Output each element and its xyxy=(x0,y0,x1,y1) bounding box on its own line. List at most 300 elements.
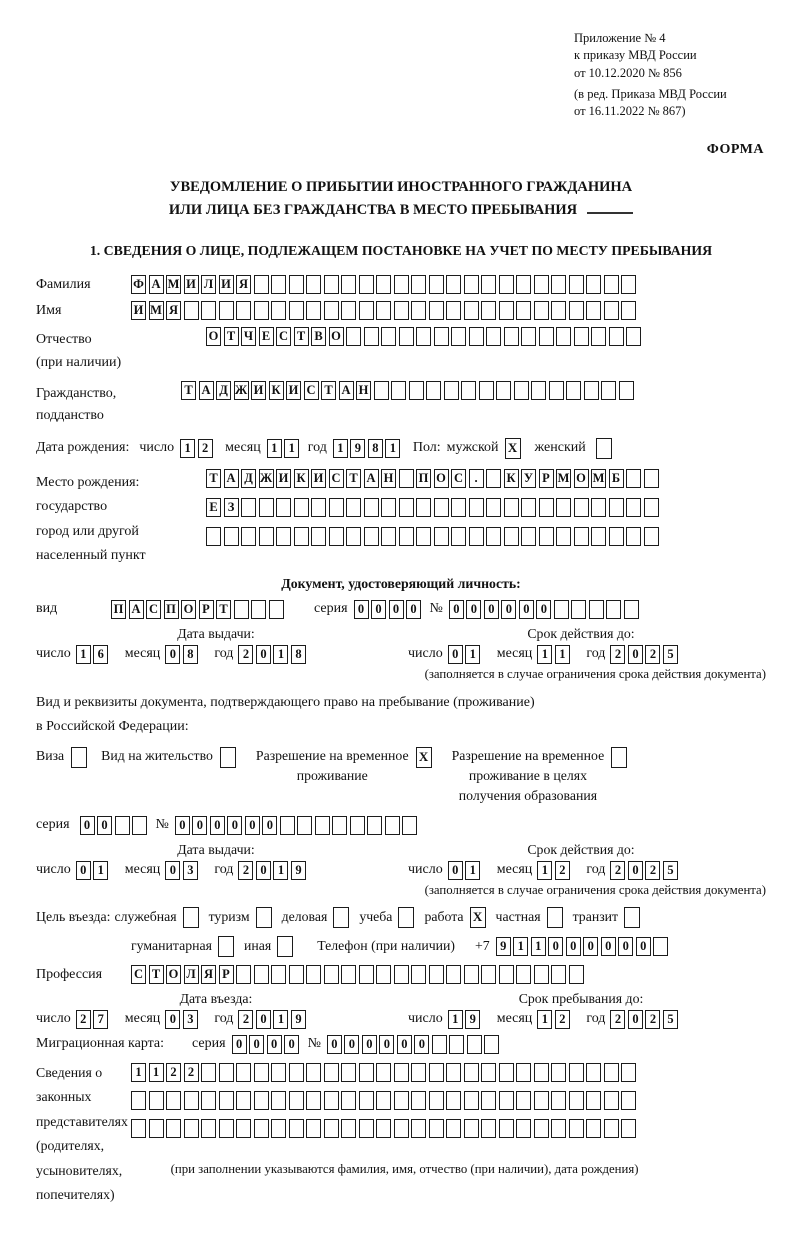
char-cell[interactable] xyxy=(394,275,409,294)
char-cell[interactable]: 0 xyxy=(354,600,369,619)
char-cell[interactable] xyxy=(411,275,426,294)
char-cell[interactable] xyxy=(432,1035,447,1054)
char-cell[interactable] xyxy=(446,1091,461,1110)
residence-issue-month[interactable] xyxy=(165,861,200,880)
char-cell[interactable]: Е xyxy=(259,327,274,346)
char-cell[interactable] xyxy=(449,1035,464,1054)
char-cell[interactable] xyxy=(381,327,396,346)
char-cell[interactable] xyxy=(539,327,554,346)
char-cell[interactable]: К xyxy=(294,469,309,488)
char-cell[interactable] xyxy=(411,1063,426,1082)
char-cell[interactable]: 0 xyxy=(618,937,633,956)
char-cell[interactable]: 8 xyxy=(291,645,306,664)
char-cell[interactable]: А xyxy=(149,275,164,294)
char-cell[interactable] xyxy=(621,275,636,294)
char-cell[interactable] xyxy=(481,301,496,320)
char-cell[interactable] xyxy=(626,327,641,346)
char-cell[interactable] xyxy=(236,1063,251,1082)
char-cell[interactable]: 0 xyxy=(389,600,404,619)
char-cell[interactable] xyxy=(324,1063,339,1082)
residence-expiry-year[interactable] xyxy=(610,861,680,880)
char-cell[interactable]: К xyxy=(269,381,284,400)
residence-expiry-day[interactable] xyxy=(448,861,483,880)
char-cell[interactable]: 2 xyxy=(645,645,660,664)
char-cell[interactable] xyxy=(534,1091,549,1110)
char-cell[interactable] xyxy=(306,1091,321,1110)
char-cell[interactable]: 0 xyxy=(284,1035,299,1054)
char-cell[interactable] xyxy=(166,1119,181,1138)
char-cell[interactable] xyxy=(416,498,431,517)
char-cell[interactable]: 1 xyxy=(273,861,288,880)
char-cell[interactable] xyxy=(604,1091,619,1110)
char-cell[interactable] xyxy=(516,301,531,320)
char-cell[interactable]: Т xyxy=(321,381,336,400)
char-cell[interactable] xyxy=(359,1091,374,1110)
char-cell[interactable] xyxy=(381,527,396,546)
char-cell[interactable] xyxy=(499,965,514,984)
char-cell[interactable] xyxy=(115,816,130,835)
char-cell[interactable]: А xyxy=(339,381,354,400)
char-cell[interactable]: 0 xyxy=(466,600,481,619)
char-cell[interactable] xyxy=(486,469,501,488)
char-cell[interactable] xyxy=(367,816,382,835)
char-cell[interactable] xyxy=(329,498,344,517)
char-cell[interactable]: 0 xyxy=(636,937,651,956)
sex-female-checkbox[interactable] xyxy=(596,438,612,459)
char-cell[interactable] xyxy=(464,301,479,320)
char-cell[interactable]: Я xyxy=(201,965,216,984)
char-cell[interactable] xyxy=(409,381,424,400)
char-cell[interactable]: 9 xyxy=(496,937,511,956)
char-cell[interactable] xyxy=(280,816,295,835)
char-cell[interactable] xyxy=(444,381,459,400)
char-cell[interactable] xyxy=(259,527,274,546)
char-cell[interactable]: А xyxy=(224,469,239,488)
char-cell[interactable]: 2 xyxy=(166,1063,181,1082)
char-cell[interactable] xyxy=(569,965,584,984)
char-cell[interactable]: 0 xyxy=(449,600,464,619)
char-cell[interactable] xyxy=(566,381,581,400)
char-cell[interactable]: С xyxy=(329,469,344,488)
char-cell[interactable] xyxy=(446,1119,461,1138)
char-cell[interactable]: 0 xyxy=(414,1035,429,1054)
legal-reps-row3[interactable] xyxy=(131,1119,639,1138)
char-cell[interactable] xyxy=(499,1091,514,1110)
char-cell[interactable]: 3 xyxy=(183,861,198,880)
char-cell[interactable]: 1 xyxy=(537,861,552,880)
char-cell[interactable] xyxy=(591,498,606,517)
char-cell[interactable]: 0 xyxy=(249,1035,264,1054)
char-cell[interactable] xyxy=(446,301,461,320)
char-cell[interactable] xyxy=(376,301,391,320)
migration-number-cells[interactable] xyxy=(327,1035,502,1054)
char-cell[interactable] xyxy=(601,381,616,400)
char-cell[interactable] xyxy=(271,275,286,294)
char-cell[interactable] xyxy=(271,1091,286,1110)
char-cell[interactable] xyxy=(341,301,356,320)
char-cell[interactable]: 1 xyxy=(513,937,528,956)
char-cell[interactable] xyxy=(446,1063,461,1082)
char-cell[interactable] xyxy=(411,1091,426,1110)
char-cell[interactable]: И xyxy=(184,275,199,294)
char-cell[interactable]: 1 xyxy=(76,645,91,664)
birthplace-cells-row2[interactable] xyxy=(206,498,661,517)
char-cell[interactable] xyxy=(606,600,621,619)
char-cell[interactable] xyxy=(289,1119,304,1138)
char-cell[interactable] xyxy=(516,1119,531,1138)
firstname-cells[interactable] xyxy=(131,301,639,320)
char-cell[interactable] xyxy=(584,381,599,400)
char-cell[interactable]: 2 xyxy=(610,1010,625,1029)
char-cell[interactable]: 2 xyxy=(645,1010,660,1029)
stay-day[interactable] xyxy=(448,1010,483,1029)
char-cell[interactable] xyxy=(653,937,668,956)
char-cell[interactable]: С xyxy=(131,965,146,984)
char-cell[interactable] xyxy=(521,498,536,517)
char-cell[interactable]: Д xyxy=(216,381,231,400)
char-cell[interactable]: И xyxy=(276,469,291,488)
char-cell[interactable]: 9 xyxy=(291,861,306,880)
purpose-business-checkbox[interactable] xyxy=(333,907,349,928)
char-cell[interactable] xyxy=(539,527,554,546)
char-cell[interactable] xyxy=(426,381,441,400)
char-cell[interactable] xyxy=(411,301,426,320)
char-cell[interactable]: О xyxy=(574,469,589,488)
char-cell[interactable]: 1 xyxy=(273,645,288,664)
char-cell[interactable] xyxy=(621,301,636,320)
doc-type-cells[interactable] xyxy=(111,600,286,619)
char-cell[interactable] xyxy=(271,965,286,984)
stay-month[interactable] xyxy=(537,1010,572,1029)
char-cell[interactable] xyxy=(402,816,417,835)
char-cell[interactable] xyxy=(399,527,414,546)
char-cell[interactable]: 0 xyxy=(379,1035,394,1054)
char-cell[interactable]: С xyxy=(276,327,291,346)
char-cell[interactable]: 0 xyxy=(448,861,463,880)
char-cell[interactable] xyxy=(201,1091,216,1110)
identity-expiry-year[interactable] xyxy=(610,645,680,664)
char-cell[interactable] xyxy=(346,527,361,546)
char-cell[interactable] xyxy=(219,301,234,320)
char-cell[interactable] xyxy=(569,301,584,320)
char-cell[interactable]: 0 xyxy=(262,816,277,835)
char-cell[interactable] xyxy=(364,498,379,517)
char-cell[interactable]: 0 xyxy=(97,816,112,835)
char-cell[interactable] xyxy=(591,327,606,346)
char-cell[interactable] xyxy=(554,600,569,619)
char-cell[interactable] xyxy=(469,527,484,546)
char-cell[interactable]: А xyxy=(364,469,379,488)
identity-expiry-month[interactable] xyxy=(537,645,572,664)
char-cell[interactable]: 0 xyxy=(628,861,643,880)
doc-series-cells[interactable] xyxy=(354,600,424,619)
char-cell[interactable]: 2 xyxy=(184,1063,199,1082)
char-cell[interactable]: 0 xyxy=(344,1035,359,1054)
char-cell[interactable] xyxy=(604,275,619,294)
char-cell[interactable] xyxy=(624,600,639,619)
char-cell[interactable] xyxy=(251,600,266,619)
char-cell[interactable]: 0 xyxy=(362,1035,377,1054)
char-cell[interactable] xyxy=(131,1119,146,1138)
char-cell[interactable] xyxy=(569,1091,584,1110)
char-cell[interactable] xyxy=(374,381,389,400)
char-cell[interactable] xyxy=(504,527,519,546)
char-cell[interactable] xyxy=(619,381,634,400)
char-cell[interactable]: 0 xyxy=(397,1035,412,1054)
char-cell[interactable] xyxy=(516,1091,531,1110)
char-cell[interactable] xyxy=(609,327,624,346)
char-cell[interactable] xyxy=(467,1035,482,1054)
residence-series-cells[interactable] xyxy=(80,816,150,835)
stay-year[interactable] xyxy=(610,1010,680,1029)
char-cell[interactable] xyxy=(254,301,269,320)
char-cell[interactable] xyxy=(131,1091,146,1110)
char-cell[interactable] xyxy=(411,965,426,984)
char-cell[interactable] xyxy=(341,1091,356,1110)
char-cell[interactable]: 3 xyxy=(183,1010,198,1029)
char-cell[interactable]: 1 xyxy=(531,937,546,956)
char-cell[interactable] xyxy=(416,527,431,546)
char-cell[interactable]: 2 xyxy=(238,861,253,880)
char-cell[interactable] xyxy=(306,965,321,984)
char-cell[interactable] xyxy=(149,1091,164,1110)
char-cell[interactable]: З xyxy=(224,498,239,517)
char-cell[interactable]: 0 xyxy=(267,1035,282,1054)
char-cell[interactable] xyxy=(644,469,659,488)
char-cell[interactable]: П xyxy=(416,469,431,488)
char-cell[interactable] xyxy=(324,965,339,984)
char-cell[interactable]: 5 xyxy=(663,645,678,664)
char-cell[interactable]: В xyxy=(311,327,326,346)
char-cell[interactable]: 0 xyxy=(256,1010,271,1029)
char-cell[interactable]: И xyxy=(131,301,146,320)
char-cell[interactable] xyxy=(516,275,531,294)
char-cell[interactable] xyxy=(324,275,339,294)
char-cell[interactable]: И xyxy=(219,275,234,294)
char-cell[interactable]: 0 xyxy=(210,816,225,835)
char-cell[interactable]: Т xyxy=(216,600,231,619)
migration-series-cells[interactable] xyxy=(232,1035,302,1054)
birthdate-day-cells[interactable] xyxy=(180,439,215,458)
residence-issue-year[interactable] xyxy=(238,861,308,880)
char-cell[interactable]: Л xyxy=(184,965,199,984)
char-cell[interactable] xyxy=(346,498,361,517)
char-cell[interactable]: О xyxy=(329,327,344,346)
char-cell[interactable] xyxy=(391,381,406,400)
char-cell[interactable] xyxy=(385,816,400,835)
birthdate-month-cells[interactable] xyxy=(267,439,302,458)
char-cell[interactable] xyxy=(376,1119,391,1138)
char-cell[interactable] xyxy=(429,1063,444,1082)
char-cell[interactable] xyxy=(289,1063,304,1082)
char-cell[interactable] xyxy=(241,527,256,546)
char-cell[interactable]: 0 xyxy=(192,816,207,835)
identity-issue-month[interactable] xyxy=(165,645,200,664)
char-cell[interactable] xyxy=(551,1063,566,1082)
char-cell[interactable]: 7 xyxy=(93,1010,108,1029)
char-cell[interactable] xyxy=(201,1063,216,1082)
char-cell[interactable] xyxy=(504,327,519,346)
char-cell[interactable] xyxy=(486,527,501,546)
birthdate-year-cells[interactable] xyxy=(333,439,403,458)
char-cell[interactable] xyxy=(504,498,519,517)
char-cell[interactable] xyxy=(551,275,566,294)
char-cell[interactable] xyxy=(206,527,221,546)
char-cell[interactable] xyxy=(311,527,326,546)
purpose-transit-checkbox[interactable] xyxy=(624,907,640,928)
purpose-humanitarian-checkbox[interactable] xyxy=(218,936,234,957)
char-cell[interactable]: 0 xyxy=(256,861,271,880)
sex-male-checkbox[interactable]: X xyxy=(505,438,521,459)
char-cell[interactable]: Т xyxy=(206,469,221,488)
char-cell[interactable] xyxy=(604,1119,619,1138)
char-cell[interactable] xyxy=(311,498,326,517)
char-cell[interactable]: 0 xyxy=(536,600,551,619)
char-cell[interactable] xyxy=(341,1119,356,1138)
char-cell[interactable]: И xyxy=(286,381,301,400)
char-cell[interactable] xyxy=(416,327,431,346)
char-cell[interactable]: 0 xyxy=(583,937,598,956)
char-cell[interactable]: 8 xyxy=(183,645,198,664)
char-cell[interactable] xyxy=(341,1063,356,1082)
char-cell[interactable] xyxy=(586,301,601,320)
char-cell[interactable] xyxy=(644,527,659,546)
entry-month[interactable] xyxy=(165,1010,200,1029)
char-cell[interactable] xyxy=(324,1119,339,1138)
char-cell[interactable]: Н xyxy=(356,381,371,400)
char-cell[interactable] xyxy=(359,1119,374,1138)
char-cell[interactable] xyxy=(479,381,494,400)
char-cell[interactable] xyxy=(381,498,396,517)
char-cell[interactable]: Л xyxy=(201,275,216,294)
char-cell[interactable] xyxy=(549,381,564,400)
char-cell[interactable] xyxy=(574,327,589,346)
char-cell[interactable] xyxy=(621,1063,636,1082)
char-cell[interactable]: М xyxy=(556,469,571,488)
char-cell[interactable] xyxy=(464,1091,479,1110)
profession-cells[interactable] xyxy=(131,965,586,984)
char-cell[interactable] xyxy=(149,1119,164,1138)
char-cell[interactable]: 1 xyxy=(537,645,552,664)
char-cell[interactable] xyxy=(569,275,584,294)
char-cell[interactable] xyxy=(269,600,284,619)
char-cell[interactable] xyxy=(496,381,511,400)
doc-number-cells[interactable] xyxy=(449,600,642,619)
char-cell[interactable] xyxy=(289,965,304,984)
char-cell[interactable]: 1 xyxy=(385,439,400,458)
char-cell[interactable] xyxy=(464,1063,479,1082)
char-cell[interactable]: Ж xyxy=(234,381,249,400)
char-cell[interactable]: 9 xyxy=(291,1010,306,1029)
char-cell[interactable] xyxy=(644,498,659,517)
char-cell[interactable]: 0 xyxy=(80,816,95,835)
char-cell[interactable]: С xyxy=(304,381,319,400)
char-cell[interactable] xyxy=(271,1119,286,1138)
char-cell[interactable] xyxy=(201,301,216,320)
char-cell[interactable]: 6 xyxy=(93,645,108,664)
char-cell[interactable] xyxy=(236,965,251,984)
char-cell[interactable]: А xyxy=(199,381,214,400)
char-cell[interactable] xyxy=(486,327,501,346)
char-cell[interactable] xyxy=(446,275,461,294)
char-cell[interactable]: О xyxy=(166,965,181,984)
char-cell[interactable] xyxy=(341,275,356,294)
char-cell[interactable] xyxy=(394,301,409,320)
char-cell[interactable]: Р xyxy=(539,469,554,488)
char-cell[interactable] xyxy=(166,1091,181,1110)
char-cell[interactable] xyxy=(306,301,321,320)
char-cell[interactable]: 0 xyxy=(165,1010,180,1029)
char-cell[interactable] xyxy=(376,1063,391,1082)
char-cell[interactable] xyxy=(184,301,199,320)
char-cell[interactable]: Я xyxy=(236,275,251,294)
char-cell[interactable] xyxy=(359,1063,374,1082)
char-cell[interactable] xyxy=(484,1035,499,1054)
char-cell[interactable] xyxy=(394,1063,409,1082)
char-cell[interactable]: М xyxy=(591,469,606,488)
char-cell[interactable]: 2 xyxy=(76,1010,91,1029)
char-cell[interactable]: 0 xyxy=(519,600,534,619)
char-cell[interactable]: Т xyxy=(149,965,164,984)
char-cell[interactable] xyxy=(556,327,571,346)
char-cell[interactable]: И xyxy=(311,469,326,488)
char-cell[interactable] xyxy=(571,600,586,619)
char-cell[interactable]: 5 xyxy=(663,861,678,880)
residence-expiry-month[interactable] xyxy=(537,861,572,880)
char-cell[interactable] xyxy=(364,327,379,346)
char-cell[interactable] xyxy=(219,1063,234,1082)
char-cell[interactable]: 9 xyxy=(350,439,365,458)
char-cell[interactable] xyxy=(329,527,344,546)
char-cell[interactable] xyxy=(294,527,309,546)
char-cell[interactable] xyxy=(569,1119,584,1138)
char-cell[interactable] xyxy=(271,1063,286,1082)
char-cell[interactable]: 2 xyxy=(238,1010,253,1029)
char-cell[interactable]: 1 xyxy=(149,1063,164,1082)
char-cell[interactable]: 0 xyxy=(406,600,421,619)
char-cell[interactable] xyxy=(254,275,269,294)
char-cell[interactable] xyxy=(219,1091,234,1110)
char-cell[interactable]: 1 xyxy=(131,1063,146,1082)
char-cell[interactable]: 0 xyxy=(371,600,386,619)
char-cell[interactable]: 5 xyxy=(663,1010,678,1029)
char-cell[interactable] xyxy=(521,327,536,346)
char-cell[interactable] xyxy=(609,527,624,546)
char-cell[interactable] xyxy=(499,1119,514,1138)
residence-issue-day[interactable] xyxy=(76,861,111,880)
char-cell[interactable] xyxy=(429,275,444,294)
char-cell[interactable] xyxy=(604,1063,619,1082)
char-cell[interactable]: 1 xyxy=(273,1010,288,1029)
legal-reps-row1[interactable] xyxy=(131,1063,639,1082)
char-cell[interactable] xyxy=(364,527,379,546)
char-cell[interactable] xyxy=(359,275,374,294)
char-cell[interactable] xyxy=(315,816,330,835)
char-cell[interactable]: 0 xyxy=(245,816,260,835)
char-cell[interactable]: Т xyxy=(181,381,196,400)
char-cell[interactable] xyxy=(324,301,339,320)
char-cell[interactable] xyxy=(481,275,496,294)
char-cell[interactable] xyxy=(539,498,554,517)
phone-cells[interactable] xyxy=(496,937,671,956)
char-cell[interactable] xyxy=(289,301,304,320)
char-cell[interactable] xyxy=(556,527,571,546)
char-cell[interactable] xyxy=(346,327,361,346)
char-cell[interactable]: 0 xyxy=(232,1035,247,1054)
char-cell[interactable] xyxy=(350,816,365,835)
char-cell[interactable] xyxy=(574,498,589,517)
char-cell[interactable] xyxy=(486,498,501,517)
